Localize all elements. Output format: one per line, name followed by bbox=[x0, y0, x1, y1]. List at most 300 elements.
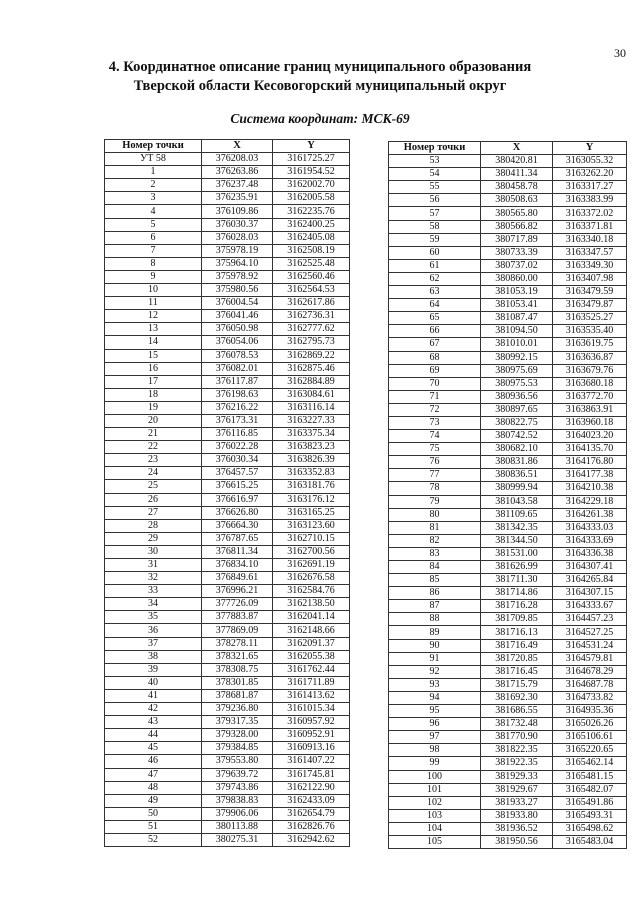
cell-y: 3162884.89 bbox=[273, 375, 350, 388]
cell-y: 3163636.87 bbox=[553, 351, 627, 364]
cell-point-number: 94 bbox=[389, 691, 481, 704]
cell-x: 378278.11 bbox=[202, 637, 273, 650]
cell-y: 3162560.46 bbox=[273, 270, 350, 283]
column-header-y: Y bbox=[553, 142, 627, 155]
cell-x: 379384.85 bbox=[202, 742, 273, 755]
cell-point-number: 13 bbox=[105, 323, 202, 336]
cell-point-number: 84 bbox=[389, 561, 481, 574]
table-row bbox=[105, 310, 350, 323]
cell-point-number: 89 bbox=[389, 626, 481, 639]
cell-x: 381732.48 bbox=[481, 718, 553, 731]
cell-y: 3164229.18 bbox=[553, 495, 627, 508]
table-row bbox=[389, 272, 627, 285]
table-row bbox=[105, 244, 350, 257]
cell-y: 3162869.22 bbox=[273, 349, 350, 362]
table-row bbox=[389, 246, 627, 259]
table-row bbox=[105, 545, 350, 558]
cell-point-number: 48 bbox=[105, 781, 202, 794]
cell-point-number: 26 bbox=[105, 493, 202, 506]
cell-x: 376173.31 bbox=[202, 414, 273, 427]
table-row bbox=[389, 168, 627, 181]
table-row bbox=[389, 443, 627, 456]
cell-y: 3162691.19 bbox=[273, 559, 350, 572]
cell-point-number: 81 bbox=[389, 521, 481, 534]
cell-x: 381720.85 bbox=[481, 652, 553, 665]
cell-y: 3163352.83 bbox=[273, 467, 350, 480]
cell-point-number: 8 bbox=[105, 257, 202, 270]
cell-point-number: 32 bbox=[105, 572, 202, 585]
table-row bbox=[105, 270, 350, 283]
cell-point-number: 85 bbox=[389, 574, 481, 587]
cell-x: 377883.87 bbox=[202, 611, 273, 624]
cell-x: 376664.30 bbox=[202, 519, 273, 532]
cell-y: 3162002.70 bbox=[273, 179, 350, 192]
column-header-point-number: Номер точки bbox=[389, 142, 481, 155]
title-line-1: 4. Координатное описание границ муниципального образования bbox=[108, 59, 532, 75]
cell-x: 376030.34 bbox=[202, 454, 273, 467]
table-row bbox=[105, 506, 350, 519]
cell-x: 376041.46 bbox=[202, 310, 273, 323]
cell-y: 3163055.32 bbox=[553, 155, 627, 168]
table-row bbox=[105, 598, 350, 611]
table-row bbox=[105, 153, 350, 166]
table-row bbox=[105, 218, 350, 231]
cell-y: 3163262.20 bbox=[553, 168, 627, 181]
cell-point-number: 31 bbox=[105, 559, 202, 572]
cell-point-number: 70 bbox=[389, 377, 481, 390]
cell-x: 376263.86 bbox=[202, 166, 273, 179]
cell-point-number: 21 bbox=[105, 428, 202, 441]
cell-x: 376216.22 bbox=[202, 401, 273, 414]
cell-x: 381933.80 bbox=[481, 809, 553, 822]
table-row bbox=[389, 364, 627, 377]
cell-x: 379906.06 bbox=[202, 807, 273, 820]
cell-x: 380113.88 bbox=[202, 820, 273, 833]
cell-y: 3162235.76 bbox=[273, 205, 350, 218]
cell-point-number: 55 bbox=[389, 181, 481, 194]
cell-point-number: 62 bbox=[389, 272, 481, 285]
table-row bbox=[389, 521, 627, 534]
cell-x: 378321.65 bbox=[202, 650, 273, 663]
cell-x: 381087.47 bbox=[481, 312, 553, 325]
cell-y: 3163340.18 bbox=[553, 233, 627, 246]
cell-y: 3162942.62 bbox=[273, 833, 350, 846]
cell-x: 380822.75 bbox=[481, 416, 553, 429]
cell-x: 381936.52 bbox=[481, 822, 553, 835]
cell-point-number: 34 bbox=[105, 598, 202, 611]
cell-point-number: 44 bbox=[105, 729, 202, 742]
cell-point-number: 9 bbox=[105, 270, 202, 283]
cell-x: 376004.54 bbox=[202, 297, 273, 310]
cell-point-number: 99 bbox=[389, 757, 481, 770]
cell-y: 3164336.38 bbox=[553, 547, 627, 560]
cell-y: 3164261.38 bbox=[553, 508, 627, 521]
cell-point-number: 56 bbox=[389, 194, 481, 207]
cell-point-number: 42 bbox=[105, 703, 202, 716]
cell-y: 3162433.09 bbox=[273, 794, 350, 807]
cell-y: 3163227.33 bbox=[273, 414, 350, 427]
table-row bbox=[389, 207, 627, 220]
table-row bbox=[105, 454, 350, 467]
cell-point-number: 25 bbox=[105, 480, 202, 493]
cell-point-number: 40 bbox=[105, 676, 202, 689]
cell-y: 3162525.48 bbox=[273, 257, 350, 270]
table-row bbox=[105, 493, 350, 506]
cell-point-number: 103 bbox=[389, 809, 481, 822]
cell-y: 3163181.76 bbox=[273, 480, 350, 493]
table-header-row bbox=[105, 140, 350, 153]
cell-y: 3162400.25 bbox=[273, 218, 350, 231]
cell-point-number: 60 bbox=[389, 246, 481, 259]
table-row bbox=[105, 336, 350, 349]
table-row bbox=[105, 833, 350, 846]
table-row bbox=[389, 390, 627, 403]
cell-y: 3165498.62 bbox=[553, 822, 627, 835]
cell-point-number: 29 bbox=[105, 532, 202, 545]
column-header-y: Y bbox=[273, 140, 350, 153]
cell-y: 3162654.79 bbox=[273, 807, 350, 820]
cell-x: 376208.03 bbox=[202, 153, 273, 166]
table-row bbox=[389, 469, 627, 482]
cell-point-number: 58 bbox=[389, 220, 481, 233]
cell-point-number: 75 bbox=[389, 443, 481, 456]
cell-y: 3161407.22 bbox=[273, 755, 350, 768]
cell-x: 381342.35 bbox=[481, 521, 553, 534]
cell-x: 378308.75 bbox=[202, 663, 273, 676]
table-row bbox=[105, 257, 350, 270]
cell-point-number: 10 bbox=[105, 284, 202, 297]
cell-x: 376996.21 bbox=[202, 585, 273, 598]
table-row bbox=[389, 626, 627, 639]
cell-x: 377726.09 bbox=[202, 598, 273, 611]
cell-y: 3164531.24 bbox=[553, 639, 627, 652]
cell-y: 3163372.02 bbox=[553, 207, 627, 220]
table-row bbox=[389, 416, 627, 429]
cell-point-number: 105 bbox=[389, 835, 481, 848]
cell-x: 375978.92 bbox=[202, 270, 273, 283]
cell-y: 3164176.80 bbox=[553, 456, 627, 469]
table-row bbox=[105, 375, 350, 388]
table-row bbox=[105, 663, 350, 676]
cell-y: 3162777.62 bbox=[273, 323, 350, 336]
cell-point-number: 15 bbox=[105, 349, 202, 362]
cell-point-number: 101 bbox=[389, 783, 481, 796]
cell-y: 3165026.26 bbox=[553, 718, 627, 731]
cell-y: 3162091.37 bbox=[273, 637, 350, 650]
cell-point-number: 71 bbox=[389, 390, 481, 403]
table-row bbox=[105, 755, 350, 768]
cell-point-number: 78 bbox=[389, 482, 481, 495]
cell-point-number: 95 bbox=[389, 705, 481, 718]
cell-point-number: 72 bbox=[389, 403, 481, 416]
cell-y: 3164935.36 bbox=[553, 705, 627, 718]
table-row bbox=[389, 495, 627, 508]
cell-y: 3161413.62 bbox=[273, 689, 350, 702]
cell-x: 380566.82 bbox=[481, 220, 553, 233]
table-row bbox=[105, 716, 350, 729]
cell-y: 3161745.81 bbox=[273, 768, 350, 781]
table-row bbox=[389, 403, 627, 416]
table-row bbox=[389, 508, 627, 521]
cell-x: 380999.94 bbox=[481, 482, 553, 495]
cell-point-number: 66 bbox=[389, 325, 481, 338]
table-row bbox=[389, 600, 627, 613]
cell-point-number: 24 bbox=[105, 467, 202, 480]
table-row bbox=[105, 428, 350, 441]
cell-point-number: 77 bbox=[389, 469, 481, 482]
cell-y: 3164333.67 bbox=[553, 600, 627, 613]
table-row bbox=[105, 166, 350, 179]
table-row bbox=[389, 613, 627, 626]
cell-point-number: 65 bbox=[389, 312, 481, 325]
cell-x: 379838.83 bbox=[202, 794, 273, 807]
cell-x: 381531.00 bbox=[481, 547, 553, 560]
cell-point-number: 49 bbox=[105, 794, 202, 807]
cell-point-number: 23 bbox=[105, 454, 202, 467]
cell-x: 375978.19 bbox=[202, 244, 273, 257]
table-row bbox=[389, 351, 627, 364]
cell-y: 3161954.52 bbox=[273, 166, 350, 179]
table-row bbox=[389, 652, 627, 665]
cell-point-number: 1 bbox=[105, 166, 202, 179]
cell-x: 376116.85 bbox=[202, 428, 273, 441]
cell-point-number: 91 bbox=[389, 652, 481, 665]
table-row bbox=[389, 678, 627, 691]
cell-x: 378301.85 bbox=[202, 676, 273, 689]
cell-y: 3164265.84 bbox=[553, 574, 627, 587]
cell-point-number: 97 bbox=[389, 731, 481, 744]
cell-x: 381716.13 bbox=[481, 626, 553, 639]
cell-y: 3162795.73 bbox=[273, 336, 350, 349]
cell-x: 380275.31 bbox=[202, 833, 273, 846]
cell-y: 3162617.86 bbox=[273, 297, 350, 310]
cell-x: 380742.52 bbox=[481, 430, 553, 443]
cell-point-number: 68 bbox=[389, 351, 481, 364]
cell-x: 380860.00 bbox=[481, 272, 553, 285]
cell-point-number: 82 bbox=[389, 534, 481, 547]
cell-x: 376235.91 bbox=[202, 192, 273, 205]
cell-point-number: 38 bbox=[105, 650, 202, 663]
cell-point-number: 5 bbox=[105, 218, 202, 231]
cell-y: 3165483.04 bbox=[553, 835, 627, 848]
cell-x: 381929.33 bbox=[481, 770, 553, 783]
table-row bbox=[105, 781, 350, 794]
table-row bbox=[389, 259, 627, 272]
cell-y: 3164333.03 bbox=[553, 521, 627, 534]
cell-y: 3161762.44 bbox=[273, 663, 350, 676]
cell-y: 3161725.27 bbox=[273, 153, 350, 166]
cell-point-number: 33 bbox=[105, 585, 202, 598]
cell-y: 3164307.41 bbox=[553, 561, 627, 574]
cell-point-number: 80 bbox=[389, 508, 481, 521]
cell-x: 380682.10 bbox=[481, 443, 553, 456]
cell-point-number: 3 bbox=[105, 192, 202, 205]
table-row bbox=[389, 731, 627, 744]
cell-y: 3163407.98 bbox=[553, 272, 627, 285]
table-row bbox=[389, 783, 627, 796]
table-row bbox=[105, 323, 350, 336]
table-row bbox=[389, 809, 627, 822]
cell-x: 376616.97 bbox=[202, 493, 273, 506]
cell-point-number: 6 bbox=[105, 231, 202, 244]
coordinates-table-right bbox=[388, 141, 627, 849]
cell-y: 3164687.78 bbox=[553, 678, 627, 691]
table-row bbox=[105, 611, 350, 624]
cell-point-number: 61 bbox=[389, 259, 481, 272]
cell-x: 379743.86 bbox=[202, 781, 273, 794]
cell-x: 381692.30 bbox=[481, 691, 553, 704]
cell-y: 3165462.14 bbox=[553, 757, 627, 770]
cell-y: 3163863.91 bbox=[553, 403, 627, 416]
cell-y: 3162005.58 bbox=[273, 192, 350, 205]
cell-y: 3164135.70 bbox=[553, 443, 627, 456]
cell-x: 380717.89 bbox=[481, 233, 553, 246]
cell-x: 380420.81 bbox=[481, 155, 553, 168]
cell-y: 3162710.15 bbox=[273, 532, 350, 545]
cell-x: 381716.28 bbox=[481, 600, 553, 613]
table-row bbox=[105, 480, 350, 493]
table-row bbox=[105, 231, 350, 244]
cell-y: 3164457.23 bbox=[553, 613, 627, 626]
cell-x: 380831.86 bbox=[481, 456, 553, 469]
cell-x: 381716.49 bbox=[481, 639, 553, 652]
cell-point-number: 35 bbox=[105, 611, 202, 624]
cell-y: 3163123.60 bbox=[273, 519, 350, 532]
cell-y: 3164333.69 bbox=[553, 534, 627, 547]
cell-point-number: 7 bbox=[105, 244, 202, 257]
cell-y: 3163619.75 bbox=[553, 338, 627, 351]
cell-y: 3163680.18 bbox=[553, 377, 627, 390]
table-row bbox=[105, 297, 350, 310]
cell-point-number: 11 bbox=[105, 297, 202, 310]
cell-point-number: 50 bbox=[105, 807, 202, 820]
cell-point-number: 100 bbox=[389, 770, 481, 783]
cell-x: 381053.41 bbox=[481, 299, 553, 312]
table-row bbox=[389, 155, 627, 168]
table-row bbox=[105, 192, 350, 205]
table-row bbox=[389, 456, 627, 469]
cell-x: 376615.25 bbox=[202, 480, 273, 493]
cell-x: 381686.55 bbox=[481, 705, 553, 718]
table-row bbox=[105, 703, 350, 716]
cell-point-number: 43 bbox=[105, 716, 202, 729]
cell-point-number: 22 bbox=[105, 441, 202, 454]
cell-x: 376834.10 bbox=[202, 559, 273, 572]
cell-y: 3164210.38 bbox=[553, 482, 627, 495]
cell-y: 3163349.30 bbox=[553, 259, 627, 272]
cell-point-number: 52 bbox=[105, 833, 202, 846]
cell-x: 376849.61 bbox=[202, 572, 273, 585]
table-row bbox=[389, 757, 627, 770]
cell-x: 381929.67 bbox=[481, 783, 553, 796]
table-row bbox=[105, 362, 350, 375]
cell-point-number: 59 bbox=[389, 233, 481, 246]
cell-point-number: 41 bbox=[105, 689, 202, 702]
table-row bbox=[389, 233, 627, 246]
cell-x: 381822.35 bbox=[481, 744, 553, 757]
cell-point-number: 27 bbox=[105, 506, 202, 519]
table-row bbox=[105, 532, 350, 545]
table-row bbox=[389, 822, 627, 835]
cell-y: 3163479.59 bbox=[553, 286, 627, 299]
cell-point-number: 83 bbox=[389, 547, 481, 560]
table-row bbox=[105, 650, 350, 663]
cell-x: 380411.34 bbox=[481, 168, 553, 181]
table-row bbox=[105, 689, 350, 702]
cell-point-number: 98 bbox=[389, 744, 481, 757]
cell-point-number: 76 bbox=[389, 456, 481, 469]
table-row bbox=[389, 770, 627, 783]
table-row bbox=[389, 796, 627, 809]
cell-x: 376626.80 bbox=[202, 506, 273, 519]
column-header-x: X bbox=[481, 142, 553, 155]
cell-y: 3160913.16 bbox=[273, 742, 350, 755]
table-row bbox=[389, 286, 627, 299]
table-row bbox=[389, 325, 627, 338]
cell-point-number: 30 bbox=[105, 545, 202, 558]
cell-point-number: 104 bbox=[389, 822, 481, 835]
cell-x: 380936.56 bbox=[481, 390, 553, 403]
table-row bbox=[389, 639, 627, 652]
cell-y: 3164733.82 bbox=[553, 691, 627, 704]
cell-x: 381770.90 bbox=[481, 731, 553, 744]
cell-x: 376457.57 bbox=[202, 467, 273, 480]
table-row bbox=[389, 430, 627, 443]
cell-x: 381626.99 bbox=[481, 561, 553, 574]
table-row bbox=[105, 676, 350, 689]
table-row bbox=[389, 574, 627, 587]
cell-point-number: 88 bbox=[389, 613, 481, 626]
cell-point-number: 92 bbox=[389, 665, 481, 678]
cell-x: 379553.80 bbox=[202, 755, 273, 768]
cell-point-number: 20 bbox=[105, 414, 202, 427]
cell-y: 3163960.18 bbox=[553, 416, 627, 429]
cell-point-number: 17 bbox=[105, 375, 202, 388]
table-row bbox=[105, 179, 350, 192]
cell-point-number: 87 bbox=[389, 600, 481, 613]
cell-y: 3164177.38 bbox=[553, 469, 627, 482]
cell-y: 3162700.56 bbox=[273, 545, 350, 558]
cell-x: 376811.34 bbox=[202, 545, 273, 558]
cell-point-number: УТ 58 bbox=[105, 153, 202, 166]
cell-x: 376050.98 bbox=[202, 323, 273, 336]
cell-point-number: 96 bbox=[389, 718, 481, 731]
column-header-x: X bbox=[202, 140, 273, 153]
coordinate-system-subtitle: Система координат: МСК-69 bbox=[230, 111, 410, 126]
table-row bbox=[389, 312, 627, 325]
cell-point-number: 2 bbox=[105, 179, 202, 192]
cell-point-number: 45 bbox=[105, 742, 202, 755]
table-row bbox=[105, 768, 350, 781]
cell-y: 3162055.38 bbox=[273, 650, 350, 663]
table-row bbox=[389, 705, 627, 718]
cell-y: 3163772.70 bbox=[553, 390, 627, 403]
cell-y: 3162826.76 bbox=[273, 820, 350, 833]
cell-point-number: 4 bbox=[105, 205, 202, 218]
cell-point-number: 28 bbox=[105, 519, 202, 532]
cell-y: 3162875.46 bbox=[273, 362, 350, 375]
cell-y: 3165493.31 bbox=[553, 809, 627, 822]
cell-x: 381094.50 bbox=[481, 325, 553, 338]
cell-x: 380992.15 bbox=[481, 351, 553, 364]
cell-y: 3162405.08 bbox=[273, 231, 350, 244]
cell-x: 381043.58 bbox=[481, 495, 553, 508]
table-row bbox=[105, 559, 350, 572]
cell-point-number: 19 bbox=[105, 401, 202, 414]
cell-x: 376198.63 bbox=[202, 388, 273, 401]
table-row bbox=[105, 284, 350, 297]
cell-y: 3164579.81 bbox=[553, 652, 627, 665]
